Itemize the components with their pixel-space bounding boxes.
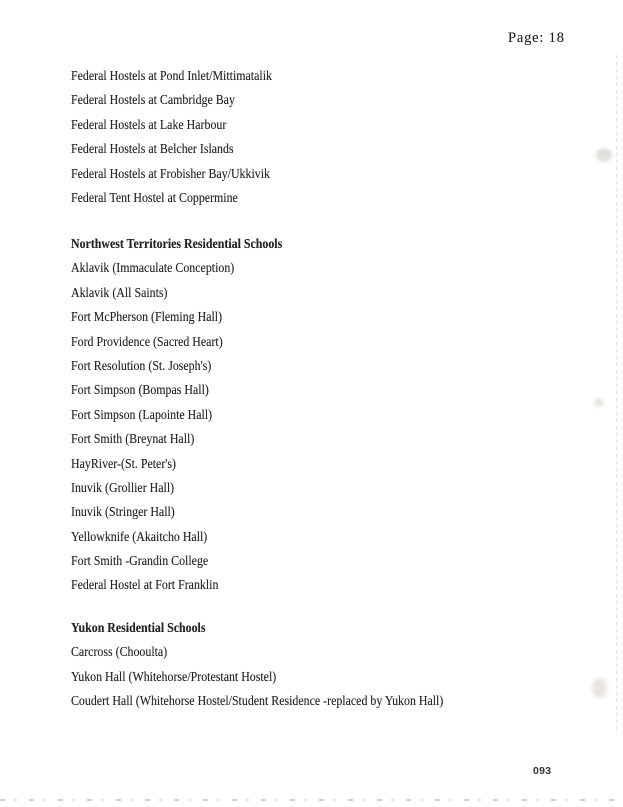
school-list-item: Aklavik (All Saints) [71, 285, 168, 301]
school-list-item: Fort Smith (Breynat Hall) [71, 432, 195, 448]
school-list-item: Yukon Hall (Whitehorse/Protestant Hostel) [71, 669, 277, 685]
school-list-item: Federal Hostels at Lake Harbour [71, 117, 227, 133]
school-list-item: Federal Hostels at Pond Inlet/Mittimatalik [71, 69, 272, 84]
section-federal-hostels [71, 65, 272, 211]
school-list-item: Federal Hostel at Fort Franklin [71, 578, 219, 594]
school-list-item: Fort McPherson (Fleming Hall) [71, 310, 223, 326]
page-number-label: Page: 18 [508, 30, 565, 46]
school-list-item: Fort Resolution (St. Joseph's) [71, 358, 212, 374]
bates-stamp: 093 [533, 765, 552, 777]
scan-artifact-bottom-noise [0, 799, 623, 801]
school-list-item: Federal Hostels at Cambridge Bay [71, 93, 235, 109]
section-heading: Yukon Residential Schools [71, 621, 206, 636]
school-list-item: Aklavik (Immaculate Conception) [71, 261, 235, 277]
school-list-item: Coudert Hall (Whitehorse Hostel/Student Residence -replaced by Yukon Hall) [71, 694, 444, 710]
school-list-item: Fort Simpson (Bompas Hall) [71, 383, 209, 399]
school-list-item: Ford Providence (Sacred Heart) [71, 334, 223, 350]
school-list-item: Inuvik (Grollier Hall) [71, 480, 175, 496]
school-list-item: HayRiver-(St. Peter's) [71, 456, 177, 472]
school-list-item: Fort Simpson (Lapointe Hall) [71, 407, 213, 423]
school-list-item: Yellowknife (Akaitcho Hall) [71, 529, 208, 545]
school-list-item: Federal Hostels at Belcher Islands [71, 142, 234, 158]
school-list-item: Federal Tent Hostel at Coppermine [71, 190, 238, 206]
school-list-item: Inuvik (Stringer Hall) [71, 505, 175, 521]
school-list-item: Federal Hostels at Frobisher Bay/Ukkivik [71, 166, 270, 182]
section-yukon [71, 617, 443, 715]
scan-artifact-smudge [596, 148, 612, 162]
scan-artifact-right-edge-line [616, 55, 617, 735]
scan-artifact-smudge [592, 678, 607, 698]
section-northwest-territories [71, 233, 282, 599]
school-list-item: Fort Smith -Grandin College [71, 554, 209, 570]
school-list-item: Carcross (Chooulta) [71, 645, 168, 661]
scan-artifact-smudge [594, 398, 604, 407]
section-heading: Northwest Territories Residential Schools [71, 237, 283, 252]
